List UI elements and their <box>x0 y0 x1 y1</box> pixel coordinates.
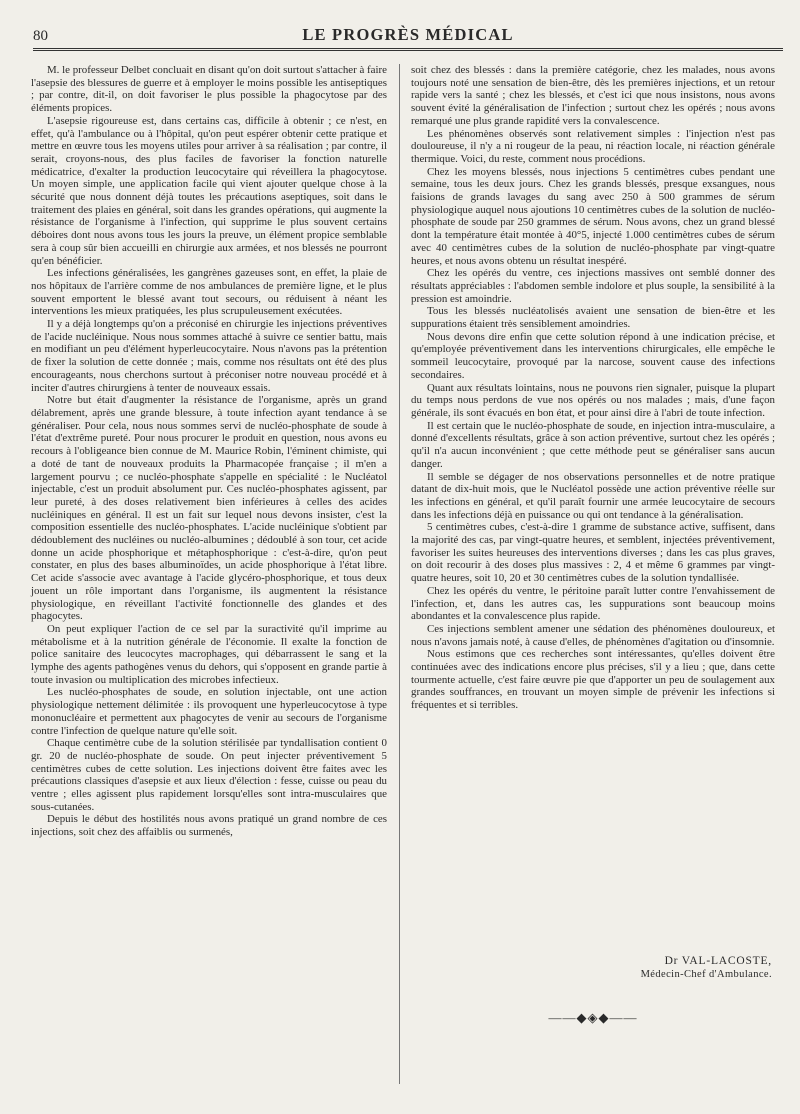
paragraph: Chez les moyens blessés, nous injections 5 centimètres cubes pendant une semaine, tous les deux jours. Chez les grands blessés, presque exsangues, nous faisions de grands lavages du sang avec 250 à 500 grammes de sérum physiologique auquel nous ajoutions 10 centimètres cubes de la solution de nucléo-phosphate de soude par 250 grammes de sérum. Nous avons, chez un grand blessé dont la température était montée à 40°5, injecté 1.000 centimètres cubes de sérum avec 40 centimètres cubes de la solution de nucléo-phosphate par vingt-quatre heures, et nous avons obtenu un résultat inespéré. <box>411 165 775 267</box>
paragraph: Il est certain que le nucléo-phosphate de soude, en injection intra-musculaire, a donné d'excellents résultats, grâce à son action préventive, surtout chez les opérés ; qu'il n'a aucun inconvénient ; que cette méthode peut se généraliser sans aucun danger. <box>411 419 775 470</box>
author-name: Dr VAL-LACOSTE, <box>664 955 772 967</box>
paragraph: 5 centimètres cubes, c'est-à-dire 1 gramme de substance active, suffisent, dans la majorité des cas, par vingt-quatre heures, et semblent, injectées préventivement, favoriser les suites heureuses des interventions diverses ; dans les cas plus graves, on doit recourir à des doses plus massives : 2, 4 et même 6 grammes par vingt-quatre heures, soit 10, 20 et 30 centimètres cubes de la solution tyndallisée. <box>411 521 775 585</box>
paragraph: Les infections généralisées, les gangrènes gazeuses sont, en effet, la plaie de nos hôpitaux de l'arrière comme de nos ambulances de première ligne, et le plus souvent emportent le blessé avant tout secours, ou réduisent à néant les interventions les mieux pratiquées, les plus scrupuleusement exécutées. <box>31 267 387 318</box>
running-title: LE PROGRÈS MÉDICAL <box>302 25 514 44</box>
paragraph: Chez les opérés du ventre, ces injections massives ont semblé donner des résultats appréciables : l'abdomen semble indolore et plus souple, la sensibilité à la pression est amoindrie. <box>411 267 775 305</box>
signature <box>411 955 775 980</box>
paragraph: Il semble se dégager de nos observations personnelles et de notre pratique datant de dix-huit mois, que le Nucléatol possède une action préventive réelle sur les infections en général, et qu'il paraît fournir une armée leucocytaire de secours dans les infections déjà en puissance ou qui ont tendance à la généralisation. <box>411 470 775 521</box>
paragraph: Les nucléo-phosphates de soude, en solution injectable, ont une action physiologique nettement délimitée : ils provoquent une hyperleucocytose à type mononucléaire et permettent aux phagocytes de venir au secours de l'organisme contre l'infection de quelque nature qu'elle soit. <box>31 686 387 737</box>
paragraph: Nous estimons que ces recherches sont intéressantes, qu'elles doivent être continuées avec des indications encore plus précises, s'il y a lieu ; que, dans cette tourmente actuelle, c'est faire œuvre pie que d'apporter un peu de soulagement aux grandes souffrances, en trouvant un moyen simple de prévenir les infections si fréquentes et si terribles. <box>411 648 775 712</box>
page-number: 80 <box>33 28 48 44</box>
header-rule <box>33 48 783 51</box>
left-column <box>31 64 387 839</box>
author-title: Médecin-Chef d'Ambulance. <box>640 969 772 980</box>
paragraph: Il y a déjà longtemps qu'on a préconisé en chirurgie les injections préventives de l'acide nucléinique. Nous nous sommes attaché à suivre ce sentier battu, mais en modifiant un peu d'élément hyperleucocytaire. Nous n'avons pas la prétention de fixer la solution de cette donnée ; mais, comme nos résultats ont été des plus encourageants, nous cherchons surtout à préconiser notre nouveau procédé et à inciter d'autres chirurgiens à tenter de nouveaux essais. <box>31 318 387 394</box>
paragraph: Chaque centimètre cube de la solution stérilisée par tyndallisation contient 0 gr. 20 de nucléo-phosphate de soude. On peut injecter préventivement 5 centimètres cubes de cette solution. Les injections doivent être faites avec les précautions classiques d'asepsie et aux lieux d'élection : fesse, cuisse ou peau du ventre ; elles agissent plus rapidement lorsqu'elles sont intra-musculaires que sous-cutanées. <box>31 737 387 813</box>
paragraph: On peut expliquer l'action de ce sel par la suractivité qu'il imprime au métabolisme et à la nutrition générale de l'économie. Il exalte la fonction de police sanitaire des leucocytes macrophages, qui débarrassent le sang et la lymphe des agents pathogènes venus du dehors, qui s'opposent en grande partie à toute invasion ou multiplication des microbes infectieux. <box>31 622 387 686</box>
ornament-divider: ——◆◈◆—— <box>548 1010 638 1025</box>
paragraph: Depuis le début des hostilités nous avons pratiqué un grand nombre de ces injections, soit chez des affaiblis ou surmenés, <box>31 813 387 839</box>
paragraph: Les phénomènes observés sont relativement simples : l'injection n'est pas douloureuse, il n'y a ni rougeur de la peau, ni réaction locale, ni réaction générale thermique. Voici, du reste, comment nous procédions. <box>411 127 775 165</box>
right-column <box>411 64 775 712</box>
column-divider <box>399 64 400 1084</box>
paragraph: Ces injections semblent amener une sédation des phénomènes douloureux, et nous n'avons jamais noté, à cause d'elles, de phénomènes d'agitation ou d'insomnie. <box>411 622 775 648</box>
page-header <box>33 22 783 50</box>
paragraph: M. le professeur Delbet concluait en disant qu'on doit surtout s'attacher à faire l'asepsie des blessures de guerre et à employer le moins possible les antiseptiques ; par contre, dit-il, on doit favoriser le plus possible la phagocytose par des éléments propices. <box>31 64 387 115</box>
paragraph: soit chez des blessés : dans la première catégorie, chez les malades, nous avons toujours noté une sensation de bien-être, dès les premières injections, et un retour rapide vers la santé ; chez les blessés, et c'est ici que nous insistons, nous avons souvent évité la généralisation de l'infection ; surtout chez les opérés ; nous avons remarqué une plus grande rapidité vers la convalescence. <box>411 64 775 127</box>
paragraph: Tous les blessés nucléatolisés avaient une sensation de bien-être et les suppurations étaient très sensiblement amoindries. <box>411 305 775 331</box>
paragraph: Chez les opérés du ventre, le péritoine paraît lutter contre l'envahissement de l'infection, et, dans les autres cas, les suppurations sont beaucoup moins abondantes et la convalescence plus rapide. <box>411 584 775 623</box>
paragraph: Nous devons dire enfin que cette solution répond à une indication précise, et qu'employée préventivement dans les interventions chirurgicales, elle empêche le sommeil leucocytaire, provoqué par la narcose, souvent cause des infections secondaires. <box>411 330 775 381</box>
paragraph: Quant aux résultats lointains, nous ne pouvons rien signaler, puisque la plupart du temps nous perdons de vue nos opérés ou nos malades ; mais, d'une façon générale, ils sont évacués en bon état, et pour ainsi dire à l'abri de toute infection. <box>411 381 775 419</box>
paragraph: L'asepsie rigoureuse est, dans certains cas, difficile à obtenir ; ce n'est, en effet, qu'à l'ambulance ou à l'hôpital, qu'on peut espérer obtenir cette pratique et mettre en œuvre tous les moyens utiles pour arriver à sa réalisation ; par contre, il serait, croyons-nous, des plus faciles de favoriser la fonction naturelle médicatrice, d'exalter la production leucocytaire qui réveillera la phagocytose. Un moyen simple, une application facile qui vient ajouter quelque chose à la sécurité que nous donnent déjà toutes les précautions aseptiques, soit dans le traitement des plaies en général, soit dans les grandes opérations, qui augmente la résistance de l'organisme à l'infection, qui supprime le plus souvent certains déboires dont nous avons tous les jours la preuve, un élément propice semblable sera à coup sûr bien accueilli en chirurgie aux armées, et nos blessés ne pourront qu'en bénéficier. <box>31 114 387 267</box>
paragraph: Notre but était d'augmenter la résistance de l'organisme, après un grand délabrement, après une grande blessure, à toute infection ayant tendance à se généraliser. Pour cela, nous nous sommes servi de nucléo-phosphate de soude à l'état d'extrême pureté. Pour nous procurer le produit en question, nous avons eu recours à l'obligeance bien connue de M. Maurice Robin, l'éminent chimiste, qui a doté de tant de nouveaux produits la Pharmacopée française ; il m'en a largement pourvu ; ce nucléo-phosphate s'appelle en spécialité : le Nucléatol injectable, c'est un produit absolument pur. Ces nucléo-phosphates agissent, par leur pureté, à des doses relativement bien inférieures à celles des acides nucléiniques en général. Il est un fait sur lequel nous devons insister, c'est la composition essentielle des nucléo-phosphates. L'acide nucléinique s'obtient par dédoublement des nucléines ou nucléo-albumines ; dédoublé à son tour, cet acide donne un acide phosphorique et métaphosphorique : c'est-à-dire, qu'on peut constater, en plus des bases albuminoïdes, un acide phosphorique à l'état libre. Cet acide s'associe avec avantage à l'acide glycéro-phosphorique, et tous deux jouent un rôle important dans l'organisme, ils augmentent la résistance physiologique, en réveillant l'activité fonctionnelle des glandes et des phagocytes. <box>31 394 387 623</box>
